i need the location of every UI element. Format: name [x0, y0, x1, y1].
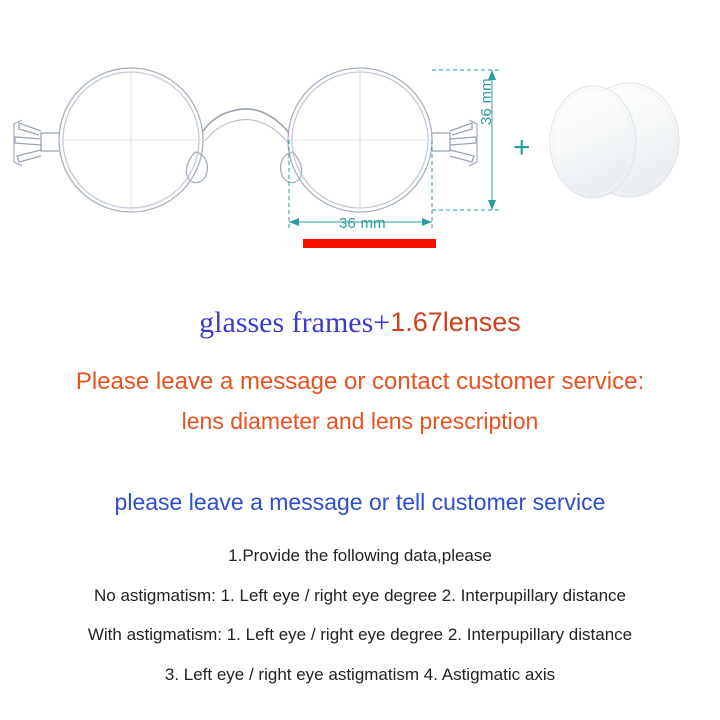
right-temple-b: [450, 137, 476, 145]
bridge-inner: [205, 120, 288, 143]
message-line-1: Please leave a message or contact customer service:: [75, 368, 645, 395]
product-title-lenses: 1.67lenses: [390, 307, 521, 337]
right-temple-c: [450, 150, 474, 162]
data-line-2: No astigmatism: 1. Left eye / right eye degree 2. Interpupillary distance: [94, 586, 626, 605]
right-temple-a: [450, 123, 472, 135]
frame-drawing: [14, 68, 477, 212]
data-line-4: 3. Left eye / right eye astigmatism 4. Astigmatic axis: [164, 665, 556, 684]
left-temple-a: [19, 123, 41, 135]
product-title-frames: glasses frames+: [199, 306, 391, 339]
plus-icon: +: [513, 131, 531, 164]
glasses-dimension-diagram: [0, 0, 720, 280]
left-temple-c: [17, 150, 41, 162]
red-underline-bar: [303, 239, 436, 248]
product-title: [0, 306, 720, 340]
message-line-2: lens diameter and lens prescription: [181, 408, 539, 434]
left-hinge: [41, 133, 59, 151]
width-dimension-label: 36 mm: [339, 215, 386, 232]
message-line-3: please leave a message or tell customer service: [114, 489, 606, 515]
right-hinge: [432, 133, 450, 151]
lens-pair-drawing: [550, 83, 679, 198]
data-line-1: 1.Provide the following data,please: [228, 546, 492, 565]
height-dimension-label: 36 mm: [478, 78, 495, 125]
diagram-svg: [0, 0, 720, 280]
lens-front: [550, 86, 636, 198]
dimension-lines: [289, 70, 500, 228]
data-line-3: With astigmatism: 1. Left eye / right eye degree 2. Interpupillary distance: [87, 625, 633, 644]
left-temple-b: [15, 137, 41, 145]
